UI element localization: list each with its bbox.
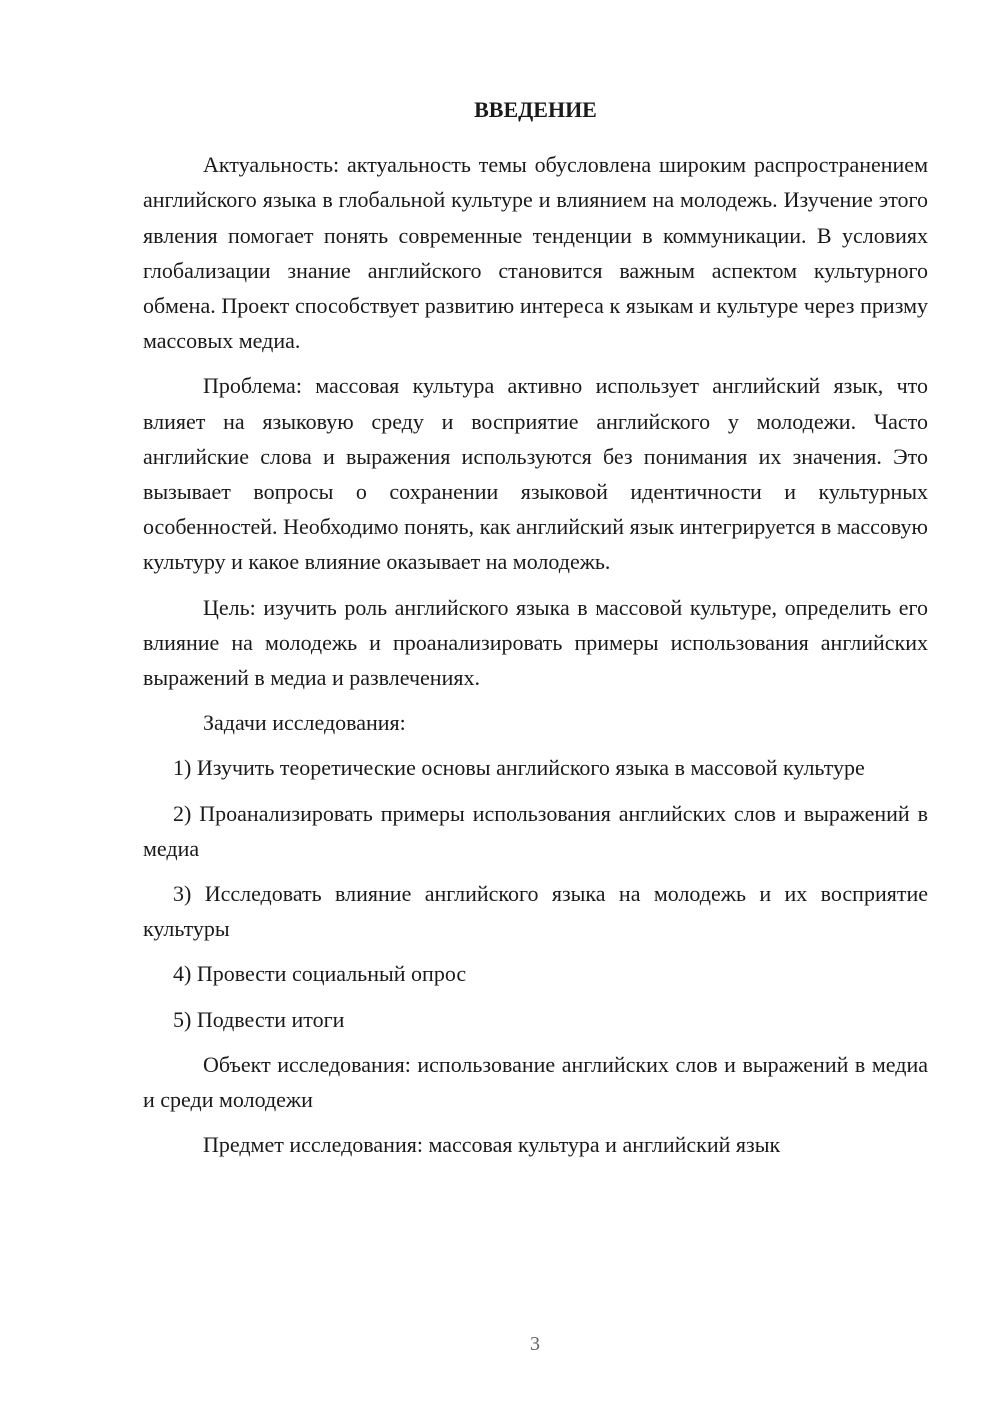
task-item-2: 2) Проанализировать примеры использования английских слов и выражений в медиа [143,800,928,861]
paragraph-relevance: Актуальность: актуальность темы обусловлена широким распространением английского языка в глобальной культуре и влиянием на молодежь. Изучение этого явления помогает понять современные тенденции в коммуникации. В условиях глобализации знание английского становится важным аспектом культурного обмена. Проект способствует развитию интереса к языкам и культуре через призму массовых медиа. [143,152,928,354]
paragraph-subject: Предмет исследования: массовая культура и английский язык [203,1132,781,1158]
page-number: 3 [530,1333,540,1355]
tasks-heading: Задачи исследования: [203,710,406,736]
document-page [143,92,928,1172]
task-item-4: 4) Провести социальный опрос [173,961,467,987]
paragraph-problem: Проблема: массовая культура активно использует английский язык, что влияет на языковую среду и восприятие английского у молодежи. Часто английские слова и выражения используются без понимания их значения. Это вызывает вопросы о сохранении языковой идентичности и культурных особенностей. Необходимо понять, как английский язык интегрируется в массовую культуру и какое влияние оказывает на молодежь. [143,373,928,575]
paragraph-object: Объект исследования: использование английских слов и выражений в медиа и среди молодежи [143,1051,928,1113]
task-item-1: 1) Изучить теоретические основы английского языка в массовой культуре [173,755,865,781]
paragraph-goal: Цель: изучить роль английского языка в массовой культуре, определить его влияние на молодежь и проанализировать примеры использования английских выражений в медиа и развлечениях. [143,594,928,691]
page-title: ВВЕДЕНИЕ [474,97,597,122]
task-item-5: 5) Подвести итоги [173,1006,345,1032]
task-item-3: 3) Исследовать влияние английского языка на молодежь и их восприятие культуры [143,881,928,942]
